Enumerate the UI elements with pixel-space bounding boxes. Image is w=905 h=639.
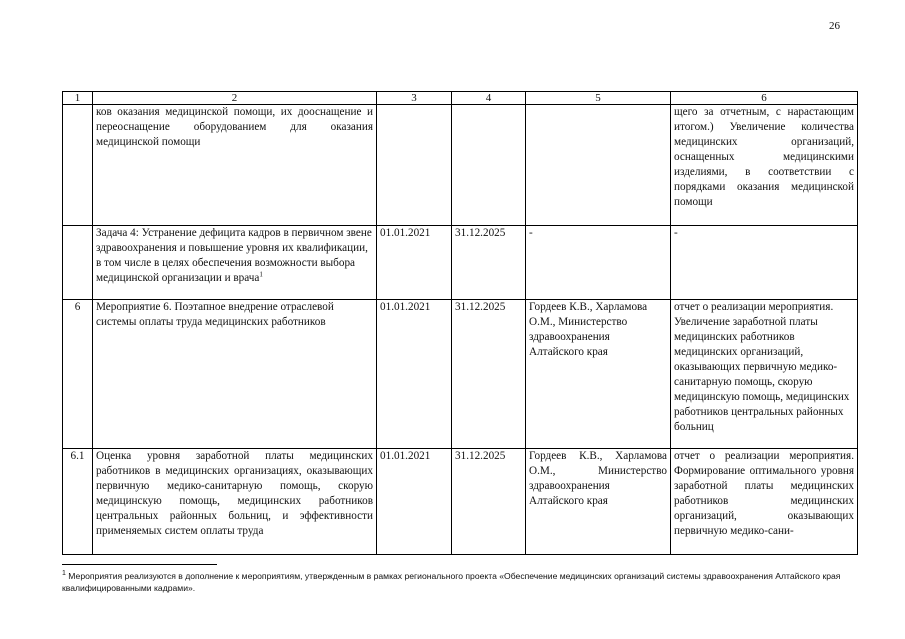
header-col-5: 5 [526,92,671,105]
footnote-divider [62,564,217,565]
header-col-3: 3 [377,92,452,105]
table-row [63,300,858,449]
row-description-text: Задача 4: Устранение дефицита кадров в первичном звене здравоохранения и повышение уровня их квалификации, в том числе в целях обеспечения возможности выбора медицинской организации и врача [96,227,372,284]
row-result: - [671,226,858,300]
row-result: отчет о реализации мероприятия. Увеличение заработной платы медицинских работников медицинских организаций, оказывающих первичную медико-санитарную помощь, скорую медицинскую помощь, медицинских работников центральных районных больниц [671,300,858,449]
footnote [62,570,852,594]
row-responsible: - [526,226,671,300]
footnote-marker: 1 [259,270,263,279]
page-number: 26 [829,20,840,32]
row-result: щего за отчетным, с нарастающим итогом.) Увеличение количества медицинских организаций, оснащенных медицинскими изделиями, в соответствии с порядками оказания медицинской помощи [671,105,858,226]
footnote-text: Мероприятия реализуются в дополнение к мероприятиям, утвержденным в рамках регионального проекта «Обеспечение медицинских организаций системы здравоохранения Алтайского края квалифицированными кадрами». [62,571,841,593]
row-responsible: Гордеев К.В., Харламова О.М., Министерство здравоохранения Алтайского края [526,300,671,449]
header-col-6: 6 [671,92,858,105]
row-end-date: 31.12.2025 [452,226,526,300]
row-result: отчет о реализации мероприятия. Формирование оптимального уровня заработной платы медицинских работников медицинских организаций, оказывающих первичную медико-сани- [671,449,858,555]
row-responsible: Гордеев К.В., Харламова О.М., Министерство здравоохранения Алтайского края [526,449,671,555]
row-description: Оценка уровня заработной платы медицинских работников в медицинских организациях, оказывающих первичную медико-санитарную помощь, скорую медицинскую помощь, медицинских работников центральных районных больниц, и эффективности применяемых систем оплаты труда [93,449,377,555]
row-number [63,105,93,226]
header-col-2: 2 [93,92,377,105]
table-row [63,226,858,300]
row-number: 6.1 [63,449,93,555]
row-responsible [526,105,671,226]
header-col-1: 1 [63,92,93,105]
activities-table [62,91,858,555]
row-start-date: 01.01.2021 [377,300,452,449]
row-number [63,226,93,300]
row-number: 6 [63,300,93,449]
row-description: ков оказания медицинской помощи, их дооснащение и переоснащение оборудованием для оказания медицинской помощи [93,105,377,226]
row-description: Мероприятие 6. Поэтапное внедрение отраслевой системы оплаты труда медицинских работников [93,300,377,449]
row-end-date [452,105,526,226]
row-end-date: 31.12.2025 [452,449,526,555]
table-header-row [63,92,858,105]
row-start-date: 01.01.2021 [377,449,452,555]
row-start-date: 01.01.2021 [377,226,452,300]
row-end-date: 31.12.2025 [452,300,526,449]
table-row [63,105,858,226]
header-col-4: 4 [452,92,526,105]
footnote-number: 1 [62,570,66,578]
row-description [93,226,377,300]
row-start-date [377,105,452,226]
table-row [63,449,858,555]
